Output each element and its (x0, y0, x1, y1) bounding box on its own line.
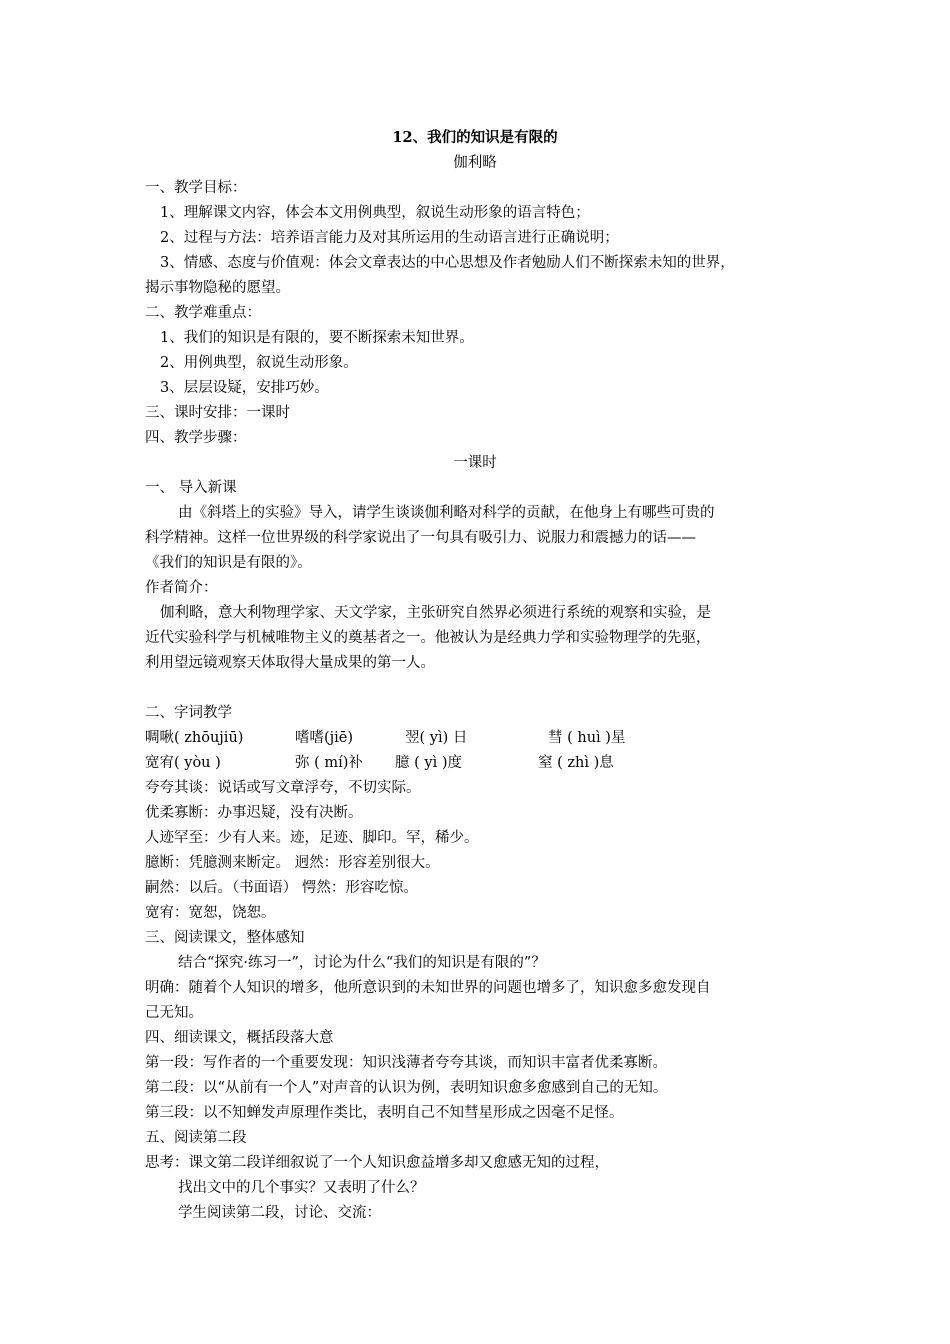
author-name: 伽利略 (453, 155, 497, 171)
vocab-item: 窒 ( zhì )息 (538, 755, 614, 771)
text-line: 第三段：以不知蝉发声原理作类比，表明自己不知彗星形成之因毫不足怪。 (145, 1105, 624, 1121)
vocab-item: 翌( yì) 日 (405, 730, 468, 746)
text-line: 思考：课文第二段详细叙说了一个人知识愈益增多却又愈感无知的过程， (145, 1155, 609, 1171)
text-line: 近代实验科学与机械唯物主义的奠基者之一。他被认为是经典力学和实验物理学的先驱， (145, 630, 711, 646)
text-line: 揭示事物隐秘的愿望。 (145, 280, 290, 296)
text-line: 学生阅读第二段，讨论、交流： (178, 1205, 381, 1221)
text-line: 《我们的知识是有限的》。 (145, 555, 312, 571)
vocab-item: 弥 ( mí)补 (295, 755, 363, 771)
text-line: 1、我们的知识是有限的，要不断探索未知世界。 (160, 330, 474, 346)
text-line: 第一段：写作者的一个重要发现：知识浅薄者夸夸其谈，而知识丰富者优柔寡断。 (145, 1055, 667, 1071)
text-line: 臆断：凭臆测来断定。 迥然：形容差别很大。 (145, 855, 440, 871)
vocab-item: 彗 ( huì )星 (548, 730, 626, 746)
text-line: 结合“探究·练习一”，讨论为什么“我们的知识是有限的”？ (178, 955, 546, 971)
text-line: 2、过程与方法：培养语言能力及对其所运用的生动语言进行正确说明； (160, 230, 619, 246)
text-line: 夸夸其谈：说话或写文章浮夸，不切实际。 (145, 780, 421, 796)
text-line: 利用望远镜观察天体取得大量成果的第一人。 (145, 655, 435, 671)
text-line: 明确：随着个人知识的增多，他所意识到的未知世界的问题也增多了，知识愈多愈发现自 (145, 980, 711, 996)
text-line: 伽利略，意大利物理学家、天文学家，主张研究自然界必须进行系统的观察和实验，是 (160, 605, 711, 621)
text-line: 人迹罕至：少有人来。迹，足迹、脚印。罕，稀少。 (145, 830, 479, 846)
section-heading: 二、字词教学 (145, 705, 232, 721)
section-heading: 三、阅读课文，整体感知 (145, 930, 305, 946)
text-line: 找出文中的几个事实？又表明了什么？ (178, 1180, 425, 1196)
section-heading: 四、教学步骤： (145, 430, 247, 446)
text-line: 宽宥：宽恕，饶恕。 (145, 905, 276, 921)
page-title: 12、我们的知识是有限的 (392, 129, 558, 146)
text-line: 3、层层设疑，安排巧妙。 (160, 380, 329, 396)
vocab-item: 嗜嗜(jiē) (295, 730, 354, 746)
text-line: 由《斜塔上的实验》导入，请学生谈谈伽利略对科学的贡献，在他身上有哪些可贵的 (178, 505, 715, 521)
text-line: 3、情感、态度与价值观：体会文章表达的中心思想及作者勉励人们不断探索未知的世界， (160, 255, 735, 271)
text-line: 己无知。 (145, 1005, 203, 1021)
section-heading: 三、课时安排：一课时 (145, 405, 290, 421)
text-line: 1、理解课文内容，体会本文用例典型，叙说生动形象的语言特色； (160, 205, 590, 221)
vocab-item: 宽宥( yòu ) (145, 755, 221, 771)
text-line: 第二段：以“从前有一个人”对声音的认识为例，表明知识愈多愈感到自己的无知。 (145, 1080, 668, 1096)
section-heading: 二、教学难重点： (145, 305, 261, 321)
section-heading: 五、阅读第二段 (145, 1130, 247, 1146)
vocab-item: 臆 ( yì )度 (395, 755, 462, 771)
text-line: 嗣然：以后。（书面语） 愕然：形容吃惊。 (145, 880, 418, 896)
vocab-item: 啁啾( zhōujiū) (145, 730, 244, 746)
section-heading: 作者简介： (145, 580, 218, 596)
section-heading: 一、教学目标： (145, 180, 247, 196)
text-line: 2、用例典型，叙说生动形象。 (160, 355, 358, 371)
section-heading: 一、 导入新课 (145, 480, 237, 496)
section-heading: 四、细读课文，概括段落大意 (145, 1030, 334, 1046)
text-line: 优柔寡断：办事迟疑，没有决断。 (145, 805, 363, 821)
text-line: 科学精神。这样一位世界级的科学家说出了一句具有吸引力、说服力和震撼力的话—— (145, 530, 696, 546)
subheading: 一课时 (453, 455, 497, 471)
